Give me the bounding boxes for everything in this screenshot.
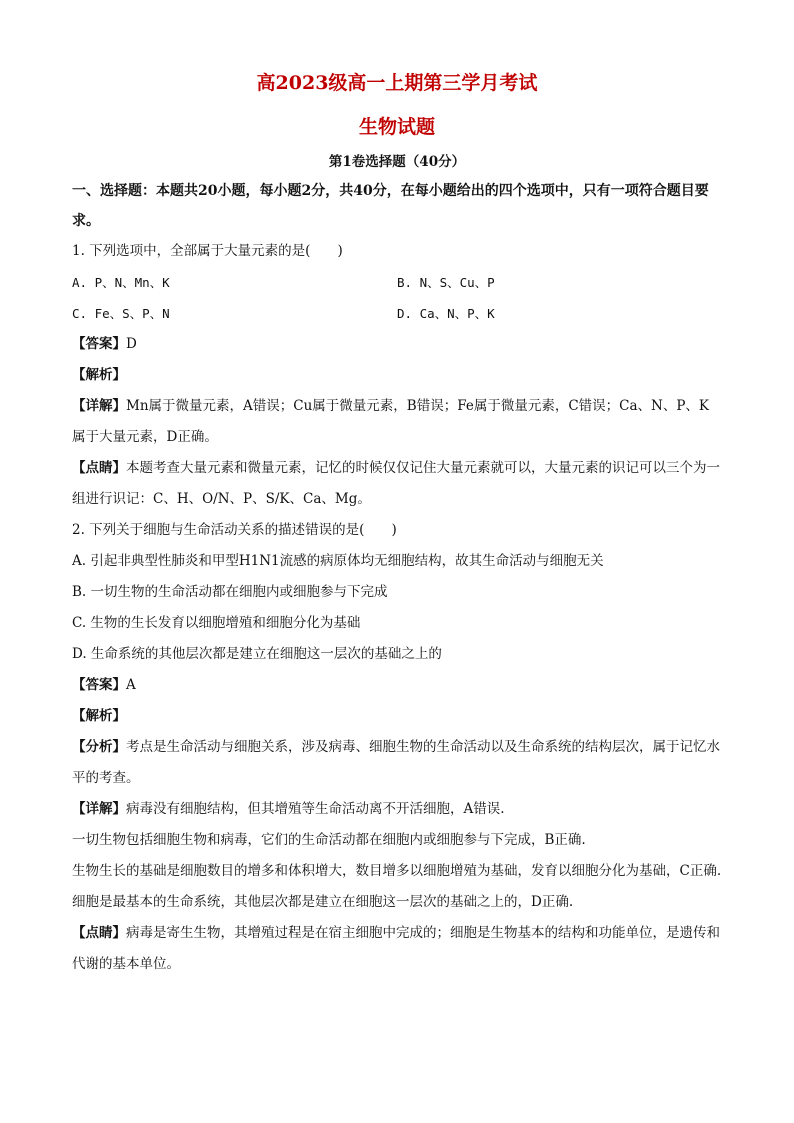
question-2-analysis <box>72 732 722 794</box>
question-2-option-d: D. 生命系统的其他层次都是建立在细胞这一层次的基础之上的 <box>72 646 442 662</box>
answer-label: 【答案】 <box>72 677 126 693</box>
comment-text: 本题考查大量元素和微量元素，记忆的时候仅仅记住大量元素就可以，大量元素的识记可以三个为一组进行识记：C、H、O/N、P、S/K、Ca、Mg。 <box>72 460 720 507</box>
detail-text: 病毒没有细胞结构，但其增殖等生命活动离不开活细胞，A错误. <box>126 801 505 817</box>
question-1-option-c: C. Fe、S、P、N <box>72 306 170 321</box>
question-2-analysis-label: 【解析】 <box>72 708 126 724</box>
question-2-stem: 2. 下列关于细胞与生命活动关系的描述错误的是( ) <box>72 522 397 538</box>
detail-text: Mn属于微量元素，A错误；Cu属于微量元素，B错误；Fe属于微量元素，C错误；Ca、N、P、K属于大量元素，D正确。 <box>72 398 710 445</box>
comment-label: 【点睛】 <box>72 925 126 941</box>
question-1-detail <box>72 391 722 453</box>
answer-value: D <box>126 336 137 352</box>
question-1-options-row-1 <box>72 267 722 298</box>
question-1-options-row-2 <box>72 298 722 329</box>
question-2-detail-1 <box>72 794 722 825</box>
question-1-analysis-label: 【解析】 <box>72 367 126 383</box>
analysis-text: 考点是生命活动与细胞关系，涉及病毒、细胞生物的生命活动以及生命系统的结构层次，属于记忆水平的考查。 <box>72 739 720 786</box>
detail-label: 【详解】 <box>72 801 126 817</box>
question-1-answer <box>72 329 722 360</box>
exam-title: 高2023级高一上期第三学月考试 <box>256 72 538 94</box>
answer-value: A <box>126 677 136 693</box>
instructions: 一、选择题：本题共20小题，每小题2分，共40分，在每小题给出的四个选项中，只有一项符合题目要求。 <box>72 183 709 229</box>
analysis-label: 【分析】 <box>72 739 126 755</box>
exam-subtitle: 生物试题 <box>358 116 435 138</box>
question-2-answer <box>72 670 722 701</box>
question-2-detail-3: 生物生长的基础是细胞数目的增多和体积增大，数目增多以细胞增殖为基础，发育以细胞分化为基础，C正确. <box>72 863 722 879</box>
section-title: 第1卷选择题（40分） <box>328 154 466 170</box>
comment-label: 【点睛】 <box>72 460 126 476</box>
comment-text: 病毒是寄生生物，其增殖过程是在宿主细胞中完成的；细胞是生物基本的结构和功能单位，是遗传和代谢的基本单位。 <box>72 925 720 972</box>
question-2-detail-2: 一切生物包括细胞生物和病毒，它们的生命活动都在细胞内或细胞参与下完成，B正确. <box>72 832 586 848</box>
detail-label: 【详解】 <box>72 398 126 414</box>
question-1-option-a: A. P、N、Mn、K <box>72 275 170 290</box>
question-2-option-c: C. 生物的生长发育以细胞增殖和细胞分化为基础 <box>72 615 361 631</box>
question-2-detail-4: 细胞是最基本的生命系统，其他层次都是建立在细胞这一层次的基础之上的，D正确. <box>72 894 574 910</box>
question-2-option-b: B. 一切生物的生命活动都在细胞内或细胞参与下完成 <box>72 584 388 600</box>
answer-label: 【答案】 <box>72 336 126 352</box>
question-1-stem: 1. 下列选项中，全部属于大量元素的是( ) <box>72 243 343 259</box>
question-1-option-b: B. N、S、Cu、P <box>397 275 495 290</box>
question-1-comment <box>72 453 722 515</box>
question-1-option-d: D. Ca、N、P、K <box>397 306 495 321</box>
question-2-comment <box>72 918 722 980</box>
question-2-option-a: A. 引起非典型性肺炎和甲型H1N1流感的病原体均无细胞结构，故其生命活动与细胞无关 <box>72 553 604 569</box>
